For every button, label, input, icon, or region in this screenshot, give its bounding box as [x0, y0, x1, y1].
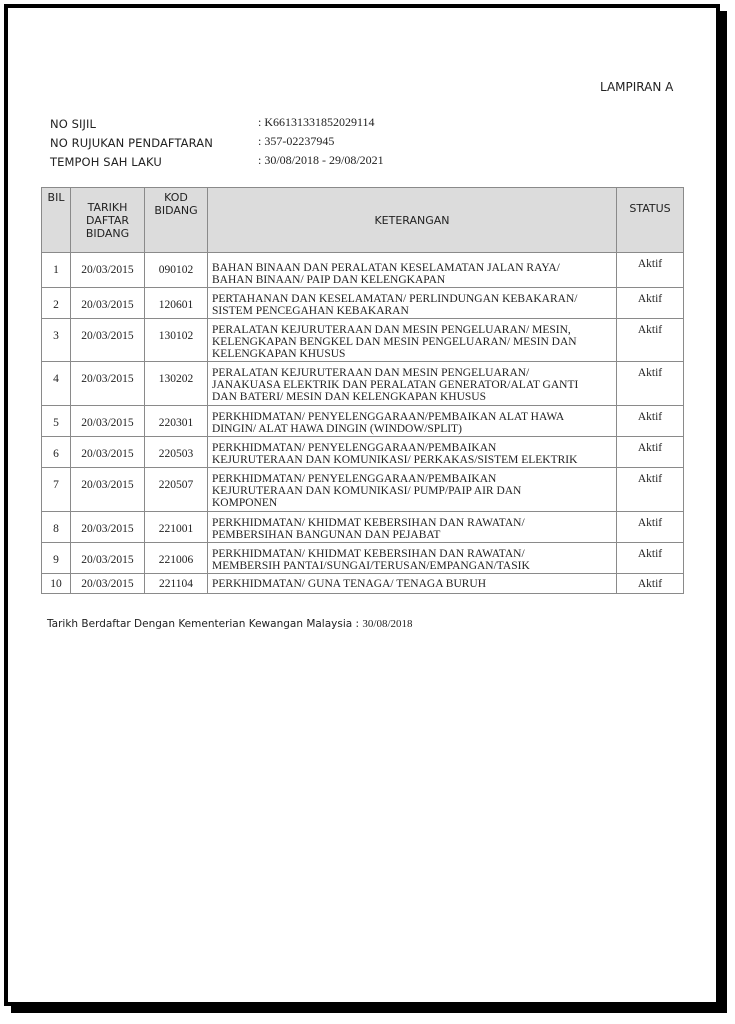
description-line: DAN BATERI/ MESIN DAN KELENGKAPAN KHUSUS — [212, 391, 486, 403]
validity-period-value: : 30/08/2018 - 29/08/2021 — [258, 153, 384, 167]
certificate-number-label: NO SIJIL — [50, 117, 96, 131]
header-kod: KOD BIDANG — [145, 188, 208, 253]
table-row — [42, 574, 684, 594]
table-row — [42, 319, 684, 362]
row-status: Aktif — [617, 437, 684, 468]
row-code: 221104 — [145, 574, 208, 594]
row-bil: 9 — [42, 543, 71, 574]
description-line: PERTAHANAN DAN KESELAMATAN/ PERLINDUNGAN KEBAKARAN/ — [212, 293, 578, 305]
row-bil: 6 — [42, 437, 71, 468]
description-line: KELENGKAPAN KHUSUS — [212, 348, 346, 360]
row-status: Aktif — [617, 362, 684, 406]
row-code: 130202 — [145, 362, 208, 406]
description-line: JANAKUASA ELEKTRIK DAN PERALATAN GENERATOR/ALAT GANTI — [212, 379, 579, 391]
row-status: Aktif — [617, 574, 684, 594]
table-row — [42, 468, 684, 512]
row-bil: 1 — [42, 253, 71, 288]
table-row — [42, 253, 684, 288]
row-code: 220301 — [145, 406, 208, 437]
description-line: PERKHIDMATAN/ PENYELENGGARAAN/PEMBAIKAN ALAT HAWA — [212, 411, 565, 423]
row-code: 120601 — [145, 288, 208, 319]
row-description — [208, 574, 617, 594]
row-bil: 8 — [42, 512, 71, 543]
table-row — [42, 406, 684, 437]
row-bil: 4 — [42, 362, 71, 406]
description-line: SISTEM PENCEGAHAN KEBAKARAN — [212, 305, 409, 317]
row-status: Aktif — [617, 319, 684, 362]
row-code: 090102 — [145, 253, 208, 288]
appendix-label: LAMPIRAN A — [600, 80, 674, 94]
description-line: KEJURUTERAAN DAN KOMUNIKASI/ PERKAKAS/SISTEM ELEKTRIK — [212, 454, 578, 466]
registration-date-note — [47, 618, 413, 630]
row-code: 221001 — [145, 512, 208, 543]
row-status: Aktif — [617, 512, 684, 543]
row-bil: 7 — [42, 468, 71, 512]
description-line: BAHAN BINAAN/ PAIP DAN KELENGKAPAN — [212, 274, 446, 286]
row-date: 20/03/2015 — [71, 574, 145, 594]
description-line: PERKHIDMATAN/ GUNA TENAGA/ TENAGA BURUH — [212, 578, 487, 590]
description-line: PEMBERSIHAN BANGUNAN DAN PEJABAT — [212, 529, 441, 541]
row-date: 20/03/2015 — [71, 468, 145, 512]
description-line: PERKHIDMATAN/ KHIDMAT KEBERSIHAN DAN RAWATAN/ — [212, 517, 525, 529]
row-description — [208, 543, 617, 574]
description-line: BAHAN BINAAN DAN PERALATAN KESELAMATAN JALAN RAYA/ — [212, 262, 560, 274]
row-bil: 5 — [42, 406, 71, 437]
registration-date-value: 30/08/2018 — [362, 618, 413, 630]
description-line: PERKHIDMATAN/ KHIDMAT KEBERSIHAN DAN RAWATAN/ — [212, 548, 525, 560]
row-code: 221006 — [145, 543, 208, 574]
row-description — [208, 406, 617, 437]
description-line: PERALATAN KEJURUTERAAN DAN MESIN PENGELUARAN/ — [212, 367, 530, 379]
registration-reference-value: : 357-02237945 — [258, 134, 335, 148]
header-bil: BIL — [42, 188, 71, 253]
description-line: MEMBERSIH PANTAI/SUNGAI/TERUSAN/EMPANGAN/TASIK — [212, 560, 530, 572]
table-header-row — [42, 188, 684, 253]
row-status: Aktif — [617, 288, 684, 319]
row-date: 20/03/2015 — [71, 543, 145, 574]
row-status: Aktif — [617, 406, 684, 437]
registration-fields-table — [41, 187, 684, 594]
table-row — [42, 543, 684, 574]
row-status: Aktif — [617, 468, 684, 512]
row-description — [208, 468, 617, 512]
validity-period-label: TEMPOH SAH LAKU — [50, 155, 162, 169]
row-status: Aktif — [617, 543, 684, 574]
row-bil: 2 — [42, 288, 71, 319]
description-line: PERKHIDMATAN/ PENYELENGGARAAN/PEMBAIKAN — [212, 442, 497, 454]
table-row — [42, 288, 684, 319]
header-status: STATUS — [617, 188, 684, 253]
row-bil: 10 — [42, 574, 71, 594]
certificate-number-value: : K66131331852029114 — [258, 115, 375, 129]
row-date: 20/03/2015 — [71, 512, 145, 543]
description-line: KEJURUTERAAN DAN KOMUNIKASI/ PUMP/PAIP AIR DAN — [212, 485, 522, 497]
description-line: KOMPONEN — [212, 497, 278, 509]
row-description — [208, 437, 617, 468]
row-date: 20/03/2015 — [71, 319, 145, 362]
table-row — [42, 437, 684, 468]
row-date: 20/03/2015 — [71, 253, 145, 288]
table-row — [42, 512, 684, 543]
description-line: DINGIN/ ALAT HAWA DINGIN (WINDOW/SPLIT) — [212, 423, 462, 435]
description-line: PERKHIDMATAN/ PENYELENGGARAAN/PEMBAIKAN — [212, 473, 497, 485]
row-description — [208, 319, 617, 362]
registration-date-label: Tarikh Berdaftar Dengan Kementerian Kewangan Malaysia : — [47, 618, 360, 630]
registration-reference-label: NO RUJUKAN PENDAFTARAN — [50, 136, 213, 150]
row-description — [208, 362, 617, 406]
header-keterangan: KETERANGAN — [208, 188, 617, 253]
row-bil: 3 — [42, 319, 71, 362]
row-date: 20/03/2015 — [71, 437, 145, 468]
row-description — [208, 512, 617, 543]
row-description — [208, 288, 617, 319]
row-date: 20/03/2015 — [71, 406, 145, 437]
row-description — [208, 253, 617, 288]
row-code: 220507 — [145, 468, 208, 512]
row-date: 20/03/2015 — [71, 362, 145, 406]
description-line: PERALATAN KEJURUTERAAN DAN MESIN PENGELUARAN/ MESIN, — [212, 324, 571, 336]
row-date: 20/03/2015 — [71, 288, 145, 319]
header-tarikh: TARIKH DAFTAR BIDANG — [71, 188, 145, 253]
description-line: KELENGKAPAN BENGKEL DAN MESIN PENGELUARAN/ MESIN DAN — [212, 336, 577, 348]
row-code: 130102 — [145, 319, 208, 362]
table-row — [42, 362, 684, 406]
row-code: 220503 — [145, 437, 208, 468]
row-status: Aktif — [617, 253, 684, 288]
